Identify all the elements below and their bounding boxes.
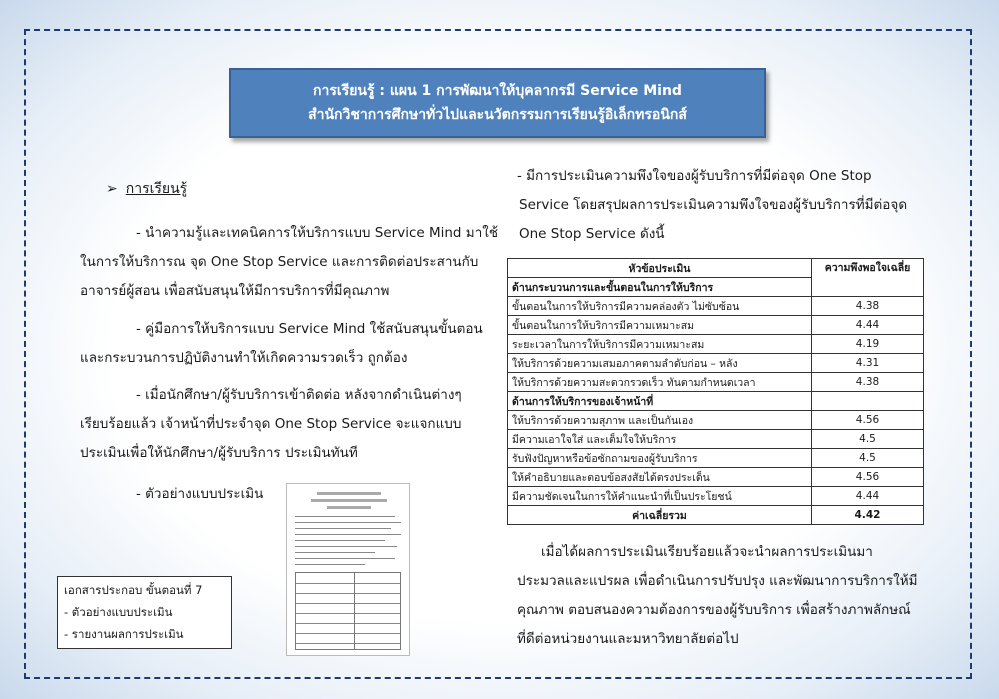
section-label: ด้านการให้บริการของเจ้าหน้าที่ — [508, 392, 812, 411]
p3-line-1: - เมื่อนักศึกษา/ผู้รับบริการเข้าติดต่อ หลังจากดำเนินต่างๆ — [136, 387, 462, 403]
supporting-documents-box — [57, 576, 232, 649]
average-value: 4.42 — [812, 506, 924, 525]
row-item: ให้บริการด้วยความเสมอภาคตามลำดับก่อน – หลัง — [508, 354, 812, 373]
average-label: ค่าเฉลี่ยรวม — [508, 506, 812, 525]
table-row — [508, 373, 924, 392]
docs-line-3: - รายงานผลการประเมิน — [64, 627, 184, 641]
p2-line-2: และกระบวนการปฏิบัติงานทำให้เกิดความรวดเร็ว ถูกต้อง — [80, 350, 408, 366]
row-item: ให้บริการด้วยความสุภาพ และเป็นกันเอง — [508, 411, 812, 430]
table-row — [508, 468, 924, 487]
table-row — [508, 487, 924, 506]
title-line-2: สำนักวิชาการศึกษาทั่วไปและนวัตกรรมการเรียนรู้อิเล็กทรอนิกส์ — [308, 107, 687, 123]
row-item: ขั้นตอนในการให้บริการมีความคล่องตัว ไม่ซับซ้อน — [508, 297, 812, 316]
row-item: รับฟังปัญหาหรือข้อซักถามของผู้รับบริการ — [508, 449, 812, 468]
row-score: 4.44 — [812, 316, 924, 335]
intro-line-2: Service โดยสรุปผลการประเมินความพึงใจของผู้รับบริการที่มีต่อจุด — [519, 197, 908, 213]
title-banner — [229, 68, 766, 138]
row-score: 4.19 — [812, 335, 924, 354]
evaluation-form-thumbnail — [286, 483, 410, 656]
row-item: ระยะเวลาในการให้บริการมีความเหมาะสม — [508, 335, 812, 354]
intro-line-3: One Stop Service ดังนี้ — [519, 226, 665, 242]
table-row — [508, 449, 924, 468]
outro-line-4: ที่ดีต่อหน่วยงานและมหาวิทยาลัยต่อไป — [517, 631, 739, 647]
outro-line-3: คุณภาพ ตอบสนองความต้องการของผู้รับบริการ เพื่อสร้างภาพลักษณ์ — [517, 602, 911, 618]
header-topic: หัวข้อประเมิน — [508, 259, 812, 278]
section-label: ด้านกระบวนการและขั้นตอนในการให้บริการ — [508, 278, 812, 297]
arrow-bullet-icon: ➢ — [106, 181, 118, 197]
row-item: ให้คำอธิบายและตอบข้อสงสัยได้ตรงประเด็น — [508, 468, 812, 487]
row-score: 4.31 — [812, 354, 924, 373]
evaluation-table — [507, 258, 924, 525]
heading-text: การเรียนรู้ — [125, 181, 188, 197]
intro-line-1: - มีการประเมินความพึงใจของผู้รับบริการที่มีต่อจุด One Stop — [517, 168, 872, 184]
table-header — [508, 259, 924, 278]
row-score: 4.5 — [812, 449, 924, 468]
section-heading — [106, 178, 187, 200]
outro-line-1: เมื่อได้ผลการประเมินเรียบร้อยแล้วจะนำผลการประเมินมา — [541, 544, 873, 560]
p1-line-1: - นำความรู้และเทคนิคการให้บริการแบบ Service Mind มาใช้ — [136, 225, 499, 241]
row-item: ให้บริการด้วยความสะดวกรวดเร็ว ทันตามกำหนดเวลา — [508, 373, 812, 392]
p2-line-1: - คู่มือการให้บริการแบบ Service Mind ใช้สนับสนุนขั้นตอน — [136, 321, 483, 337]
p4-line: - ตัวอย่างแบบประเมิน — [136, 486, 264, 502]
empty-cell — [812, 392, 924, 411]
row-score: 4.38 — [812, 373, 924, 392]
row-item: มีความเอาใจใส่ และเต็มใจให้บริการ — [508, 430, 812, 449]
docs-line-2: - ตัวอย่างแบบประเมิน — [64, 605, 173, 619]
row-score: 4.56 — [812, 411, 924, 430]
table-row — [508, 354, 924, 373]
p3-line-3: ประเมินเพื่อให้นักศึกษา/ผู้รับบริการ ประเมินทันที — [80, 445, 358, 461]
title-line-1: การเรียนรู้ : แผน 1 การพัฒนาให้บุคลากรมี Service Mind — [313, 83, 682, 99]
row-score: 4.38 — [812, 297, 924, 316]
table-row — [508, 335, 924, 354]
p3-line-2: เรียบร้อยแล้ว เจ้าหน้าที่ประจำจุด One Stop Service จะแจกแบบ — [80, 416, 462, 432]
p1-line-2: ในการให้บริการณ จุด One Stop Service และการติดต่อประสานกับ — [80, 254, 479, 270]
row-item: มีความชัดเจนในการให้คำแนะนำที่เป็นประโยชน์ — [508, 487, 812, 506]
row-item: ขั้นตอนในการให้บริการมีความเหมาะสม — [508, 316, 812, 335]
table-row — [508, 430, 924, 449]
average-row — [508, 506, 924, 525]
table-row — [508, 411, 924, 430]
section-row — [508, 392, 924, 411]
table-row — [508, 316, 924, 335]
row-score: 4.56 — [812, 468, 924, 487]
row-score: 4.5 — [812, 430, 924, 449]
row-score: 4.44 — [812, 487, 924, 506]
outro-line-2: ประมวลและแปรผล เพื่อดำเนินการปรับปรุง และพัฒนาการบริการให้มี — [517, 573, 918, 589]
header-score: ความพึงพอใจเฉลี่ย — [812, 259, 924, 297]
docs-line-1: เอกสารประกอบ ขั้นตอนที่ 7 — [64, 583, 203, 597]
p1-line-3: อาจารย์ผู้สอน เพื่อสนับสนุนให้มีการบริการที่มีคุณภาพ — [80, 283, 390, 299]
table-row — [508, 297, 924, 316]
